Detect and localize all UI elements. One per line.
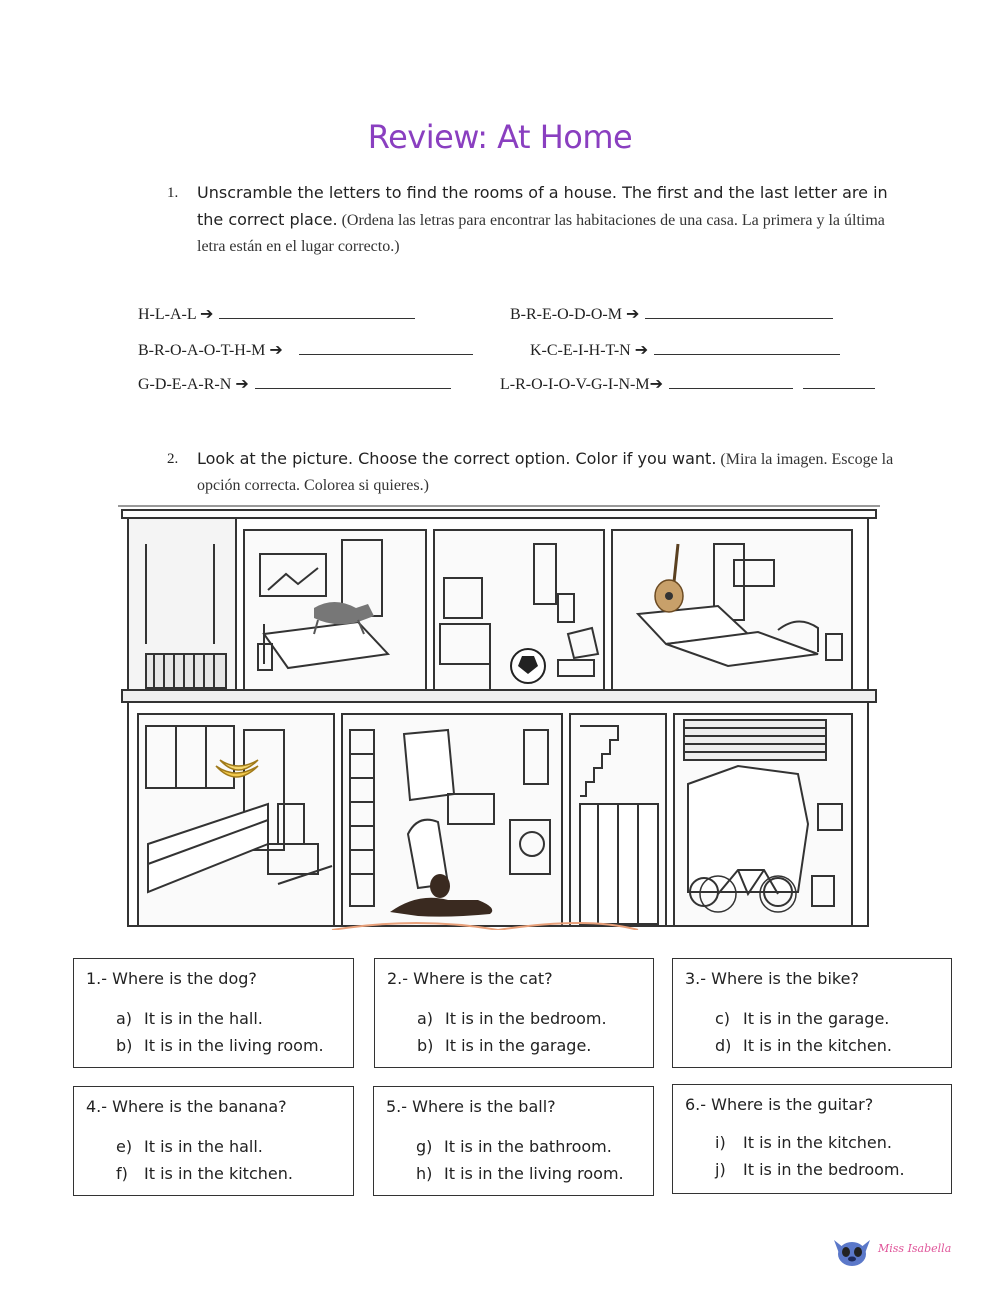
exercise2-number: 2. [167, 451, 179, 467]
scramble-word: B-R-E-O-D-O-M [510, 306, 622, 323]
option-letter: h) [416, 1164, 433, 1183]
answer-option[interactable] [416, 1164, 624, 1183]
answer-option[interactable] [416, 1137, 612, 1156]
question-box [672, 958, 952, 1068]
answer-option[interactable] [715, 1036, 892, 1055]
answer-option[interactable] [417, 1009, 607, 1028]
house-illustration [118, 504, 880, 930]
scramble-word: L-R-O-I-O-V-G-I-N-M [500, 376, 650, 393]
answer-option[interactable] [116, 1036, 324, 1055]
question-text: 2.- Where is the cat? [387, 969, 553, 988]
option-text: It is in the kitchen. [743, 1133, 892, 1152]
answer-option[interactable] [417, 1036, 591, 1055]
scramble-word: B-R-O-A-O-T-H-M [138, 342, 266, 359]
question-text: 5.- Where is the ball? [386, 1097, 556, 1116]
option-letter: b) [417, 1036, 434, 1055]
option-text: It is in the hall. [144, 1137, 263, 1156]
answer-option[interactable] [116, 1137, 263, 1156]
question-box [672, 1084, 952, 1194]
option-letter: f) [116, 1164, 128, 1183]
exercise2-instruction-es: (Mira la imagen. Escoge la opción correcta. Colorea si quieres.) [197, 451, 894, 494]
option-text: It is in the kitchen. [743, 1036, 892, 1055]
ball-figure [511, 649, 545, 683]
option-letter: a) [417, 1009, 434, 1028]
answer-line[interactable] [219, 304, 415, 319]
brand-logo [830, 1228, 970, 1272]
exercise1-instruction-en: Unscramble the letters to find the rooms of a house. The first and the last letter are in the correct place. [197, 183, 888, 229]
option-text: It is in the kitchen. [144, 1164, 293, 1183]
scramble-row: L-R-O-I-O-V-G-I-N-M➔ [500, 374, 875, 394]
option-text: It is in the garage. [445, 1036, 592, 1055]
option-letter: j) [715, 1160, 726, 1179]
question-text: 6.- Where is the guitar? [685, 1095, 874, 1114]
option-letter: g) [416, 1137, 433, 1156]
question-box [73, 958, 354, 1068]
answer-option[interactable] [715, 1160, 905, 1179]
scramble-row: H-L-A-L ➔ [138, 304, 415, 324]
answer-line[interactable] [669, 374, 793, 389]
question-box [374, 958, 654, 1068]
question-text: 1.- Where is the dog? [86, 969, 257, 988]
scramble-row: B-R-E-O-D-O-M ➔ [510, 304, 833, 324]
question-text: 4.- Where is the banana? [86, 1097, 287, 1116]
exercise1-instructions [167, 180, 897, 260]
option-text: It is in the garage. [743, 1009, 890, 1028]
question-box [73, 1086, 354, 1196]
brand-name: Miss Isabella [878, 1242, 952, 1255]
answer-line[interactable] [299, 340, 473, 355]
option-text: It is in the living room. [144, 1036, 324, 1055]
scramble-row: G-D-E-A-R-N ➔ [138, 374, 451, 394]
exercise2-instructions [167, 446, 897, 499]
answer-line[interactable] [654, 340, 840, 355]
answer-line[interactable] [803, 374, 875, 389]
question-text: 3.- Where is the bike? [685, 969, 859, 988]
scramble-word: K-C-E-I-H-T-N [530, 342, 631, 359]
option-letter: c) [715, 1009, 731, 1028]
option-text: It is in the bedroom. [743, 1160, 905, 1179]
option-text: It is in the bedroom. [445, 1009, 607, 1028]
scramble-row: B-R-O-A-O-T-H-M ➔ [138, 340, 473, 360]
scramble-word: G-D-E-A-R-N [138, 376, 232, 393]
stitch-icon [830, 1228, 874, 1272]
option-letter: i) [715, 1133, 726, 1152]
exercise2-instruction-en: Look at the picture. Choose the correct option. Color if you want. [197, 449, 717, 468]
question-box [373, 1086, 654, 1196]
option-letter: e) [116, 1137, 133, 1156]
answer-option[interactable] [715, 1133, 892, 1152]
option-text: It is in the bathroom. [444, 1137, 612, 1156]
scramble-word: H-L-A-L [138, 306, 197, 323]
exercise1-number: 1. [167, 185, 179, 201]
option-letter: b) [116, 1036, 133, 1055]
option-text: It is in the hall. [144, 1009, 263, 1028]
option-letter: a) [116, 1009, 133, 1028]
answer-line[interactable] [645, 304, 833, 319]
page-title: Review: At Home [367, 118, 633, 156]
answer-option[interactable] [116, 1009, 263, 1028]
exercise1-instruction-es: (Ordena las letras para encontrar las habitaciones de una casa. La primera y la última letra están en el lugar correcto.) [197, 212, 885, 255]
answer-line[interactable] [255, 374, 451, 389]
option-text: It is in the living room. [444, 1164, 624, 1183]
option-letter: d) [715, 1036, 732, 1055]
answer-option[interactable] [715, 1009, 889, 1028]
scramble-row: K-C-E-I-H-T-N ➔ [530, 340, 840, 360]
answer-option[interactable] [116, 1164, 293, 1183]
